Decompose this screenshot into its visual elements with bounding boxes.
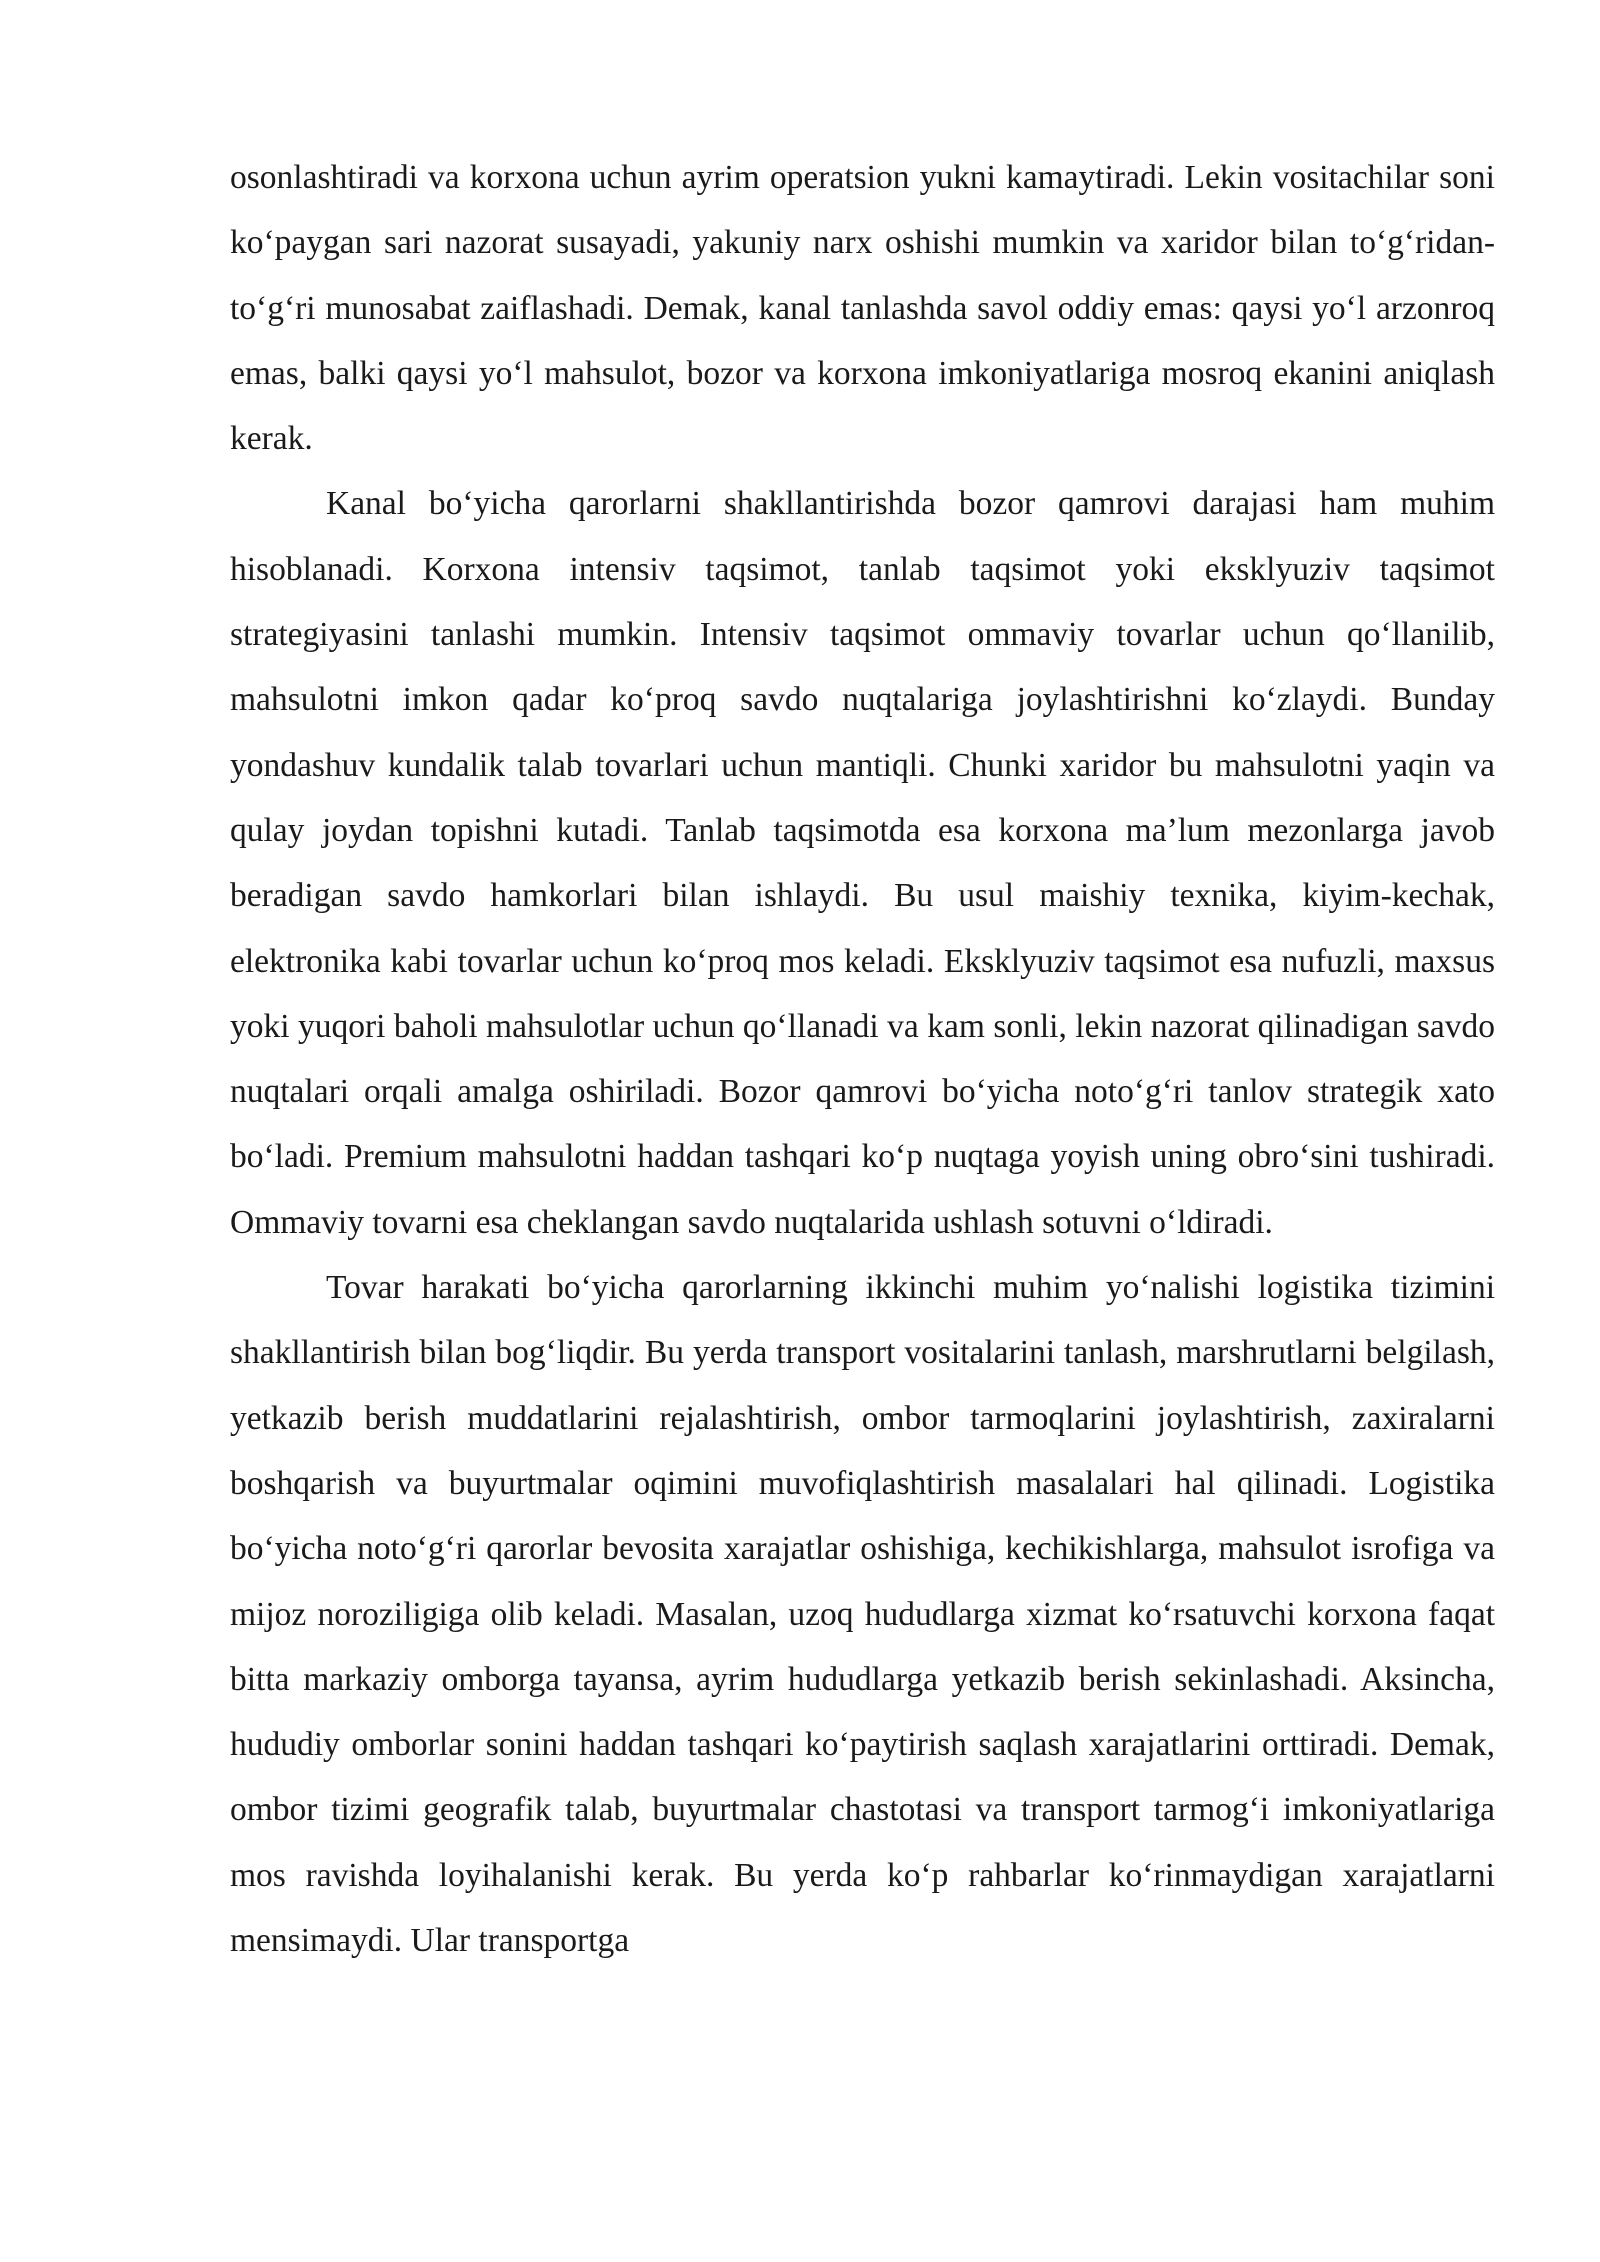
paragraph-2: Kanal bo‘yicha qarorlarni shakllantirishda bozor qamrovi darajasi ham muhim hisoblanadi. Korxona intensiv taqsimot, tanlab taqsimot yoki eksklyuziv taqsimot strategiyasini tanlashi mumkin. Intensiv taqsimot ommaviy tovarlar uchun qo‘llanilib, mahsulotni imkon qadar ko‘proq savdo nuqtalariga joylashtirishni ko‘zlaydi. Bunday yondashuv kundalik talab tovarlari uchun mantiqli. Chunki xaridor bu mahsulotni yaqin va qulay joydan topishni kutadi. Tanlab taqsimotda esa korxona ma’lum mezonlarga javob beradigan savdo hamkorlari bilan ishlaydi. Bu usul maishiy texnika, kiyim-kechak, elektronika kabi tovarlar uchun ko‘proq mos keladi. Eksklyuziv taqsimot esa nufuzli, maxsus yoki yuqori baholi mahsulotlar uchun qo‘llanadi va kam sonli, lekin nazorat qilinadigan savdo nuqtalari orqali amalga oshiriladi. Bozor qamrovi bo‘yicha noto‘g‘ri tanlov strategik xato bo‘ladi. Premium mahsulotni haddan tashqari ko‘p nuqtaga yoyish uning obro‘sini tushiradi. Ommaviy tovarni esa cheklangan savdo nuqtalarida ushlash sotuvni o‘ldiradi.: [230, 485, 1495, 1241]
document-body: [230, 145, 1495, 1973]
paragraph-1: osonlashtiradi va korxona uchun ayrim operatsion yukni kamaytiradi. Lekin vositachilar soni ko‘paygan sari nazorat susayadi, yakuniy narx oshishi mumkin va xaridor bilan to‘g‘ridan-to‘g‘ri munosabat zaiflashadi. Demak, kanal tanlashda savol oddiy emas: qaysi yo‘l arzonroq emas, balki qaysi yo‘l mahsulot, bozor va korxona imkoniyatlariga mosroq ekanini aniqlash kerak.: [230, 159, 1495, 458]
paragraph-3: Tovar harakati bo‘yicha qarorlarning ikkinchi muhim yo‘nalishi logistika tizimini shakllantirish bilan bog‘liqdir. Bu yerda transport vositalarini tanlash, marshrutlarni belgilash, yetkazib berish muddatlarini rejalashtirish, ombor tarmoqlarini joylashtirish, zaxiralarni boshqarish va buyurtmalar oqimini muvofiqlashtirish masalalari hal qilinadi. Logistika bo‘yicha noto‘g‘ri qarorlar bevosita xarajatlar oshishiga, kechikishlarga, mahsulot isrofiga va mijoz noroziligiga olib keladi. Masalan, uzoq hududlarga xizmat ko‘rsatuvchi korxona faqat bitta markaziy omborga tayansa, ayrim hududlarga yetkazib berish sekinlashadi. Aksincha, hududiy omborlar sonini haddan tashqari ko‘paytirish saqlash xarajatlarini orttiradi. Demak, ombor tizimi geografik talab, buyurtmalar chastotasi va transport tarmog‘i imkoniyatlariga mos ravishda loyihalanishi kerak. Bu yerda ko‘p rahbarlar ko‘rinmaydigan xarajatlarni mensimaydi. Ular transportga: [230, 1269, 1495, 1960]
